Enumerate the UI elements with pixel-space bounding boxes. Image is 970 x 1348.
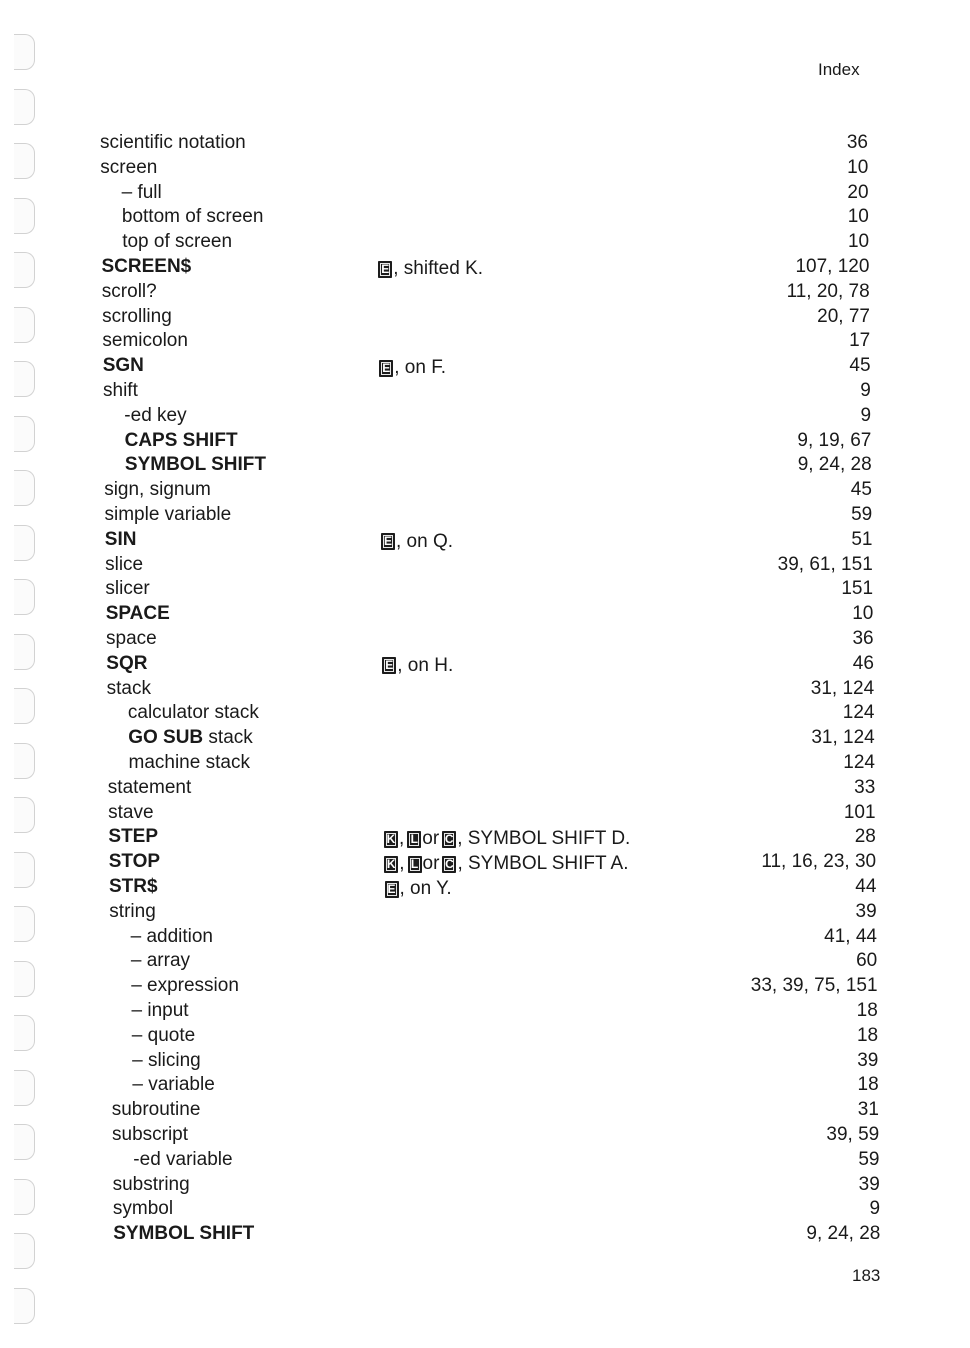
index-entry — [0, 1025, 900, 1050]
index-entry — [0, 727, 900, 752]
entry-keystroke — [378, 258, 486, 280]
entry-term: symbol — [112, 1198, 174, 1220]
entry-term: scrolling — [102, 305, 172, 327]
index-entry — [0, 157, 900, 182]
index-entry — [0, 1223, 900, 1248]
key-e-icon: E — [385, 881, 399, 898]
entry-term: -ed key — [124, 404, 187, 426]
entry-pages: 46 — [852, 652, 874, 674]
entry-keystroke — [379, 357, 449, 379]
index-entry — [0, 281, 900, 306]
key-k-icon: K — [384, 831, 398, 848]
entry-pages: 39 — [858, 1173, 880, 1195]
key-text: , — [399, 828, 405, 850]
index-entry — [0, 578, 900, 603]
binding-hole — [14, 34, 35, 70]
index-entry — [0, 554, 900, 579]
index-entry — [0, 330, 900, 355]
key-c-icon: C — [442, 856, 456, 873]
key-text: , on H. — [397, 654, 454, 676]
index-entry — [0, 975, 900, 1000]
entry-keystroke — [385, 878, 455, 900]
entry-pages: 59 — [851, 504, 873, 525]
key-text: , SYMBOL SHIFT A. — [457, 853, 629, 875]
entry-term: – slicing — [132, 1049, 201, 1071]
entry-pages: 36 — [846, 132, 868, 153]
key-text: or — [422, 853, 440, 875]
index-entry — [0, 454, 900, 479]
index-entry — [0, 603, 900, 628]
index-entry — [0, 1099, 900, 1124]
entry-term: space — [106, 628, 157, 649]
entry-keystroke — [384, 853, 631, 875]
entry-pages: 9 — [860, 380, 871, 401]
entry-pages: 33, 39, 75, 151 — [750, 975, 878, 997]
index-entry — [0, 132, 900, 157]
entry-term: STR$ — [109, 876, 158, 897]
entry-keystroke — [384, 828, 633, 850]
entry-term: SYMBOL SHIFT — [124, 454, 266, 476]
entry-pages: 107, 120 — [795, 256, 870, 277]
entry-term: SGN — [102, 355, 144, 377]
entry-term: -ed variable — [133, 1148, 233, 1170]
entry-term: stack — [106, 677, 151, 699]
entry-pages: 18 — [857, 1074, 879, 1096]
index-entry — [0, 752, 900, 777]
entry-term: subroutine — [111, 1099, 201, 1121]
entry-pages: 39 — [857, 1049, 879, 1071]
index-entry — [0, 504, 900, 529]
entry-term: – quote — [131, 1024, 196, 1046]
entry-pages: 39, 59 — [826, 1124, 880, 1145]
index-entry — [0, 826, 900, 851]
entry-term: scientific notation — [100, 132, 246, 153]
entry-pages: 20 — [847, 181, 869, 203]
entry-term: statement — [107, 776, 192, 798]
index-entry — [0, 777, 900, 802]
entry-pages: 9 — [860, 404, 872, 426]
entry-term: SPACE — [105, 603, 170, 625]
index-entry — [0, 628, 900, 653]
index-entry — [0, 851, 900, 876]
index-entry — [0, 182, 900, 207]
entry-term: – full — [121, 181, 162, 203]
entry-term: screen — [100, 156, 158, 178]
key-k-icon: K — [384, 856, 398, 873]
entry-pages: 124 — [842, 702, 875, 724]
index-entry — [0, 479, 900, 504]
entry-term: machine stack — [128, 752, 250, 773]
entry-term: calculator stack — [127, 702, 259, 724]
index-entry — [0, 206, 900, 231]
entry-pages: 45 — [850, 479, 872, 501]
key-text: , on Y. — [399, 878, 452, 899]
entry-pages: 151 — [841, 578, 874, 600]
entry-pages: 9, 24, 28 — [806, 1223, 881, 1245]
index-entry — [0, 901, 900, 926]
key-text: , on Q. — [396, 530, 454, 552]
index-entry — [0, 876, 900, 901]
entry-pages: 9 — [869, 1198, 881, 1220]
entry-term: stave — [108, 801, 154, 823]
entry-term: substring — [112, 1173, 190, 1195]
entry-pages: 39 — [855, 900, 877, 922]
index-entry — [0, 702, 900, 727]
entry-term: bottom of screen — [121, 206, 264, 228]
entry-term: GO SUB stack — [128, 727, 253, 749]
index-entry — [0, 1074, 900, 1099]
entry-term: shift — [103, 380, 138, 401]
key-e-icon: E — [382, 657, 396, 674]
index-entry — [0, 1198, 900, 1223]
entry-term: – variable — [132, 1074, 215, 1096]
index-entry — [0, 653, 900, 678]
key-text: , shifted K. — [393, 258, 484, 279]
key-text: , on F. — [394, 357, 446, 379]
entry-pages: 60 — [856, 950, 878, 972]
index-entry — [0, 231, 900, 256]
entry-pages: 9, 19, 67 — [797, 429, 872, 451]
binding-hole — [14, 89, 35, 125]
index-entry — [0, 678, 900, 703]
entry-term: – addition — [130, 925, 213, 947]
entry-pages: 44 — [855, 876, 877, 897]
index-entry — [0, 1124, 900, 1149]
key-l-icon: L — [407, 831, 421, 848]
entry-term: STEP — [108, 826, 159, 848]
entry-pages: 36 — [852, 628, 874, 649]
entry-pages: 124 — [843, 752, 875, 773]
entry-pages: 31 — [857, 1099, 879, 1121]
entry-term: simple variable — [104, 504, 232, 525]
entry-term: STOP — [108, 851, 161, 873]
key-text: , — [399, 853, 405, 875]
key-e-icon: E — [381, 533, 395, 550]
entry-pages: 18 — [856, 1024, 879, 1046]
page-number: 183 — [852, 1266, 881, 1285]
entry-pages: 10 — [847, 156, 869, 178]
index-entry — [0, 926, 900, 951]
entry-pages: 41, 44 — [824, 925, 877, 947]
entry-pages: 9, 24, 28 — [797, 454, 872, 476]
entry-term: string — [109, 900, 156, 922]
key-l-icon: L — [408, 856, 422, 873]
entry-pages: 101 — [843, 801, 876, 823]
key-e-icon: E — [378, 261, 392, 278]
index-entry — [0, 306, 900, 331]
key-c-icon: C — [442, 831, 456, 848]
index-entry — [0, 529, 900, 554]
entry-pages: 11, 20, 78 — [786, 280, 870, 302]
index-entry — [0, 1050, 900, 1075]
entry-pages: 33 — [854, 776, 876, 798]
entry-term: – array — [130, 950, 191, 972]
index-entry — [0, 430, 900, 455]
entry-term: semicolon — [102, 330, 188, 352]
entry-pages: 28 — [854, 826, 876, 848]
entry-term: SIN — [104, 528, 137, 550]
key-text: or — [422, 828, 440, 850]
entry-pages: 17 — [849, 330, 871, 352]
index-entry — [0, 405, 900, 430]
entry-keystroke — [381, 531, 456, 553]
index-entry — [0, 950, 900, 975]
entry-pages: 11, 16, 23, 30 — [761, 851, 877, 873]
entry-pages: 20, 77 — [817, 305, 870, 327]
entry-pages: 51 — [851, 528, 873, 550]
entry-pages: 31, 124 — [811, 727, 875, 749]
entry-term: CAPS SHIFT — [124, 429, 238, 451]
entry-term: slicer — [105, 578, 150, 600]
entry-term: scroll? — [101, 280, 157, 302]
key-e-icon: E — [379, 360, 393, 377]
entry-pages: 10 — [852, 603, 874, 625]
index-entry — [0, 1149, 900, 1174]
entry-term: SCREEN$ — [101, 256, 192, 277]
index-entry — [0, 380, 900, 405]
running-head: Index — [818, 60, 860, 79]
index-entry — [0, 1174, 900, 1199]
index-entry — [0, 355, 900, 380]
entry-pages: 18 — [856, 1000, 878, 1021]
entry-pages: 45 — [849, 355, 871, 377]
entry-term: – expression — [131, 975, 239, 997]
entry-keystroke — [382, 655, 456, 677]
entry-term: top of screen — [122, 231, 233, 253]
entry-term: subscript — [112, 1124, 189, 1145]
key-text: , SYMBOL SHIFT D. — [457, 828, 631, 850]
index-entry — [0, 256, 900, 281]
entry-pages: 10 — [847, 206, 869, 228]
entry-term: slice — [105, 553, 144, 575]
entry-term: SQR — [106, 652, 148, 674]
entry-term: – input — [131, 1000, 189, 1021]
index-entry — [0, 1000, 900, 1025]
binding-hole — [14, 1288, 35, 1324]
entry-term-keyword: GO SUB — [128, 727, 204, 749]
entry-term: sign, signum — [104, 479, 211, 501]
entry-term: SYMBOL SHIFT — [113, 1223, 255, 1245]
entry-pages: 59 — [858, 1148, 880, 1170]
entry-pages: 31, 124 — [810, 677, 875, 699]
index-entry — [0, 802, 900, 827]
entry-pages: 39, 61, 151 — [777, 553, 873, 575]
entry-pages: 10 — [847, 231, 870, 253]
